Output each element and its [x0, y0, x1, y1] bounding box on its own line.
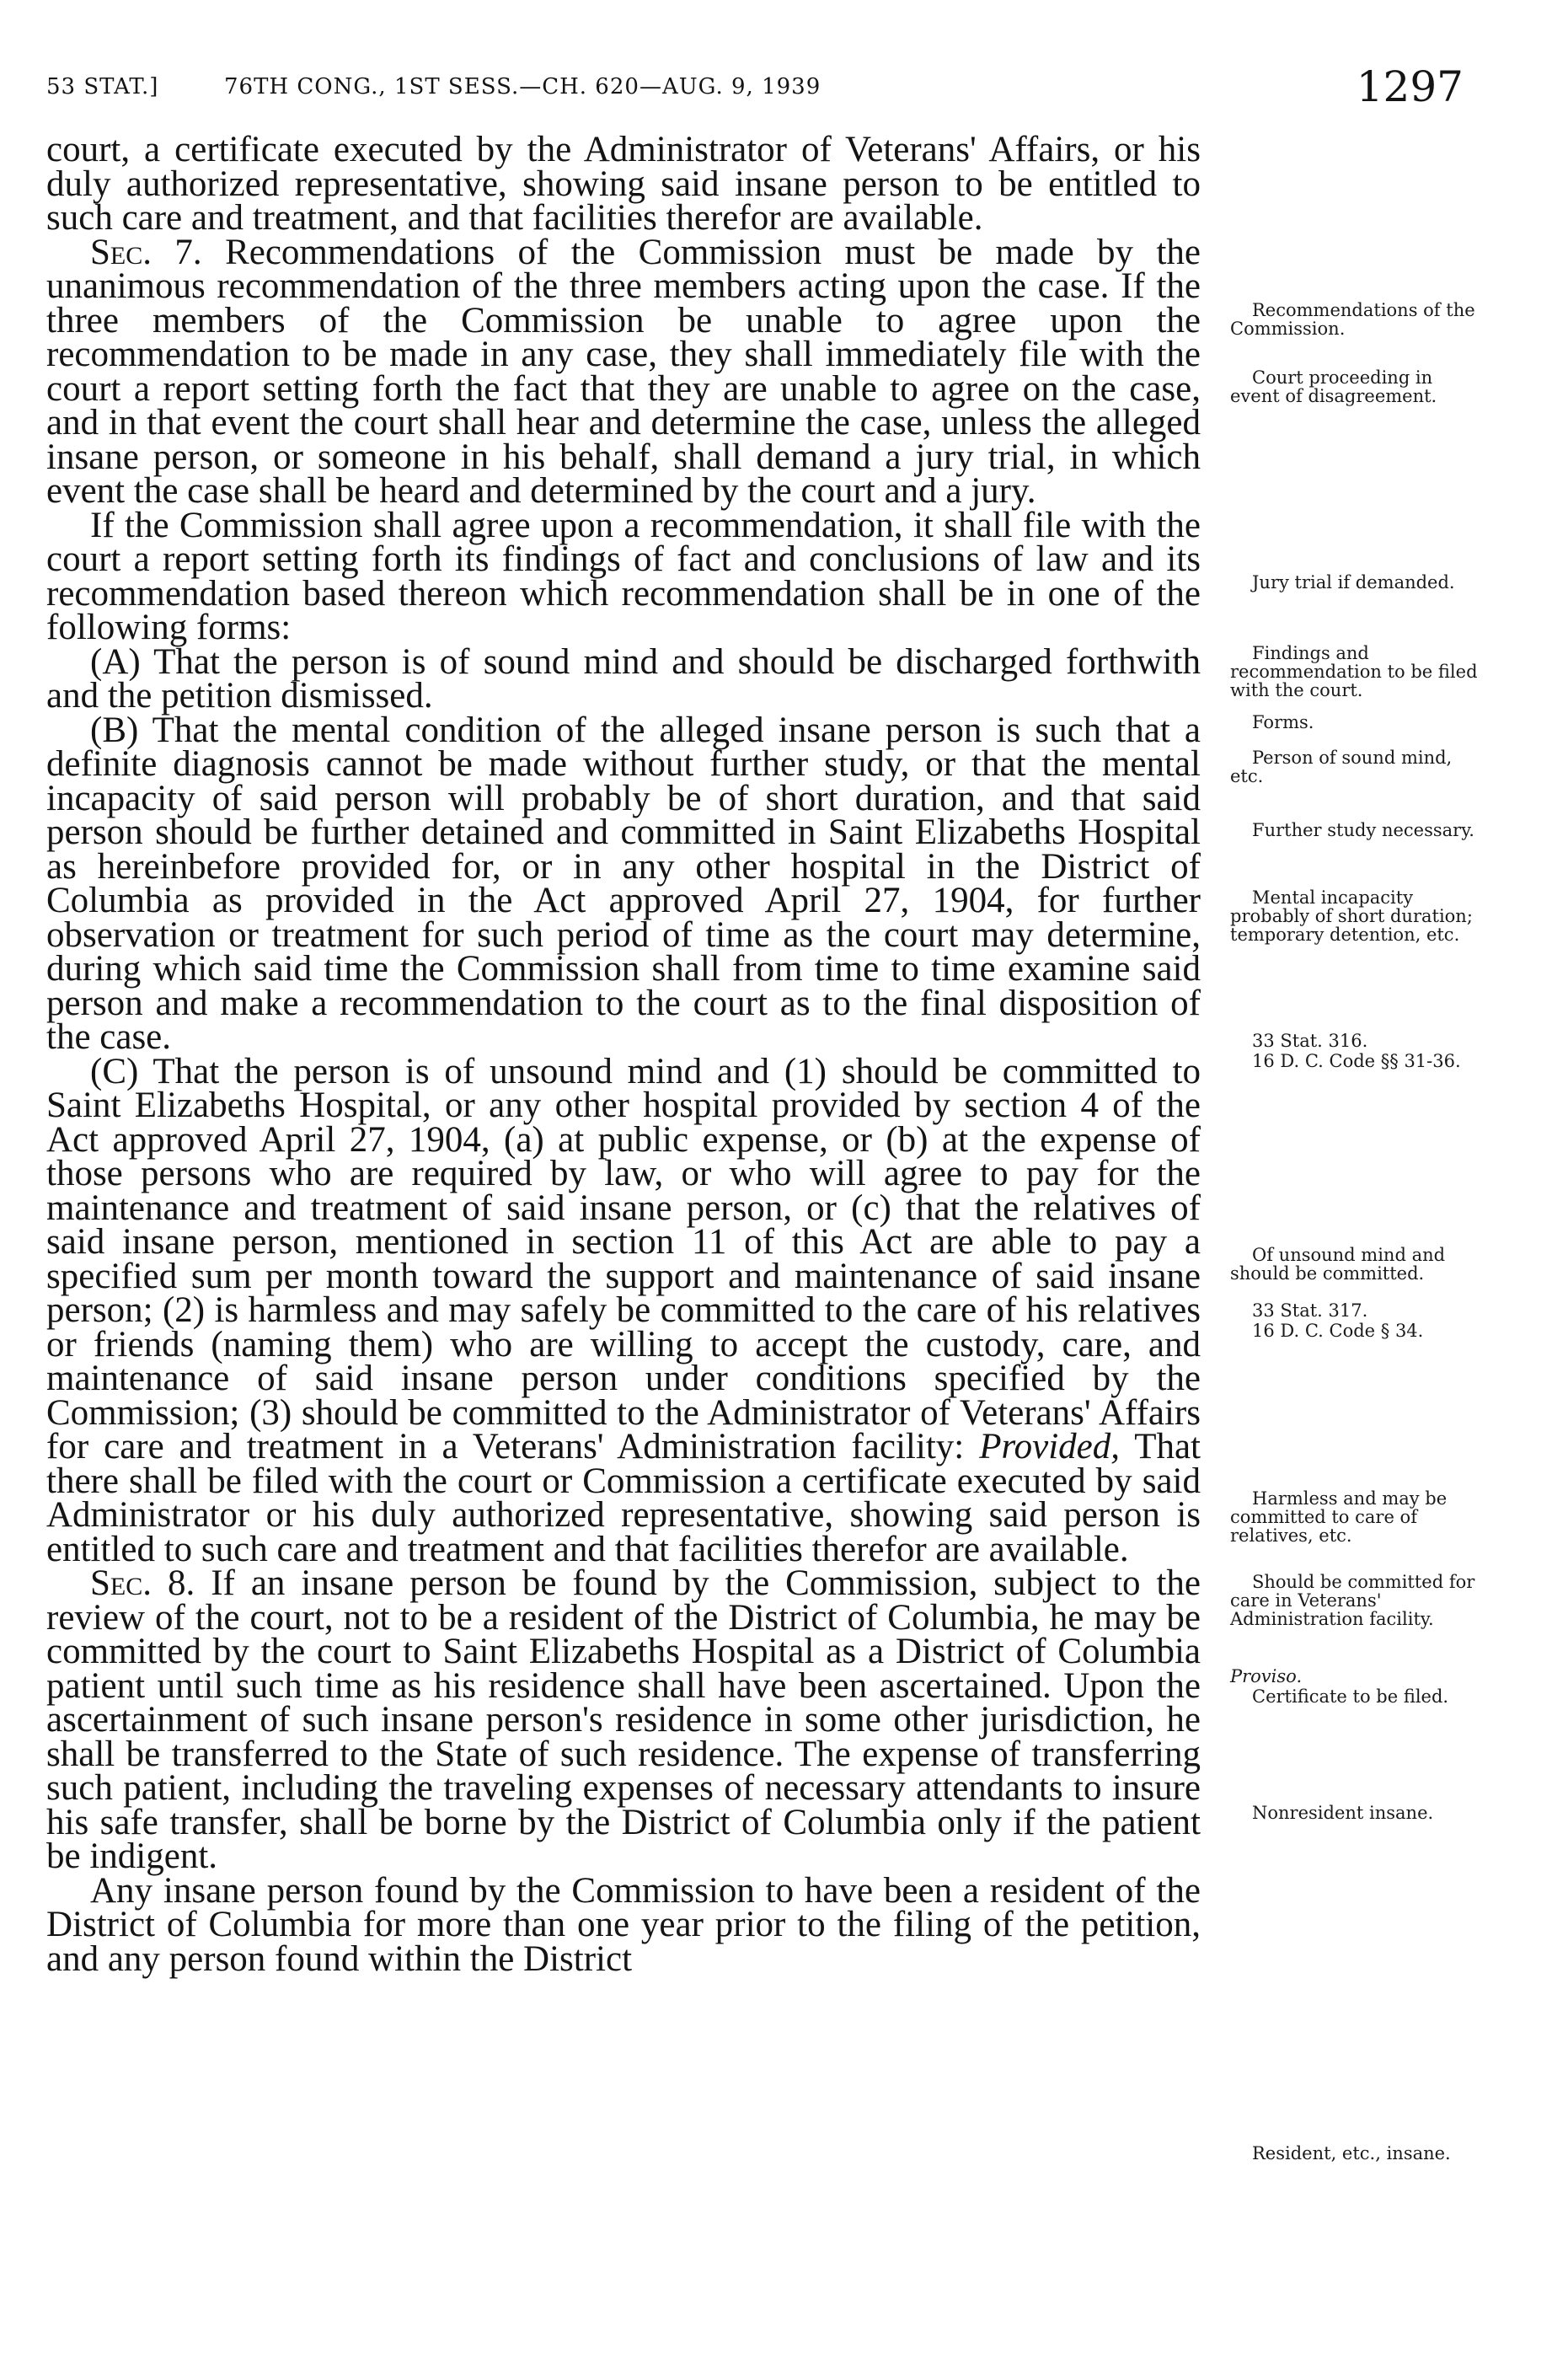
paragraph-resident: Any insane person found by the Commission to have been a resident of the District of Columbia for more than one year prior to the filing of the petition, and any person found within the District [46, 1870, 1201, 1979]
marginal-note: Harmless and may be committed to care of relatives, etc. [1230, 1488, 1448, 1546]
page-number: 1297 [1356, 62, 1464, 111]
marginal-note: Jury trial if demanded. [1252, 572, 1455, 592]
marginal-note: Mental incapacity probably of short duration; temporary detention, etc. [1230, 887, 1473, 945]
marginal-note: Findings and recommendation to be filed with the court. [1230, 643, 1478, 700]
form-c-paragraph [46, 1051, 1201, 1569]
form-b-paragraph: (B) That the mental condition of the alleged insane person is such that a definite diagnosis cannot be made without further study, or that the mental incapacity of said person will probably be of short duration, and that said person should be further detained and committed in Saint Elizabeths Hospital as hereinbefore provided for, or in any other hospital in the District of Columbia as provided in the Act approved April 27, 1904, for further observation or treatment for such period of time as the court may determine, during which said time the Commission shall from time to time examine said person and make a recommendation to the court as to the final disposition of the case. [46, 710, 1201, 1057]
marginal-note: Of unsound mind and should be committed. [1230, 1245, 1446, 1284]
paragraph-findings: If the Commission shall agree upon a recommendation, it shall file with the court a report setting forth its findings of fact and conclusions of law and its recommendation based thereon which recommendation shall be in one of the following forms: [46, 505, 1201, 647]
section-7-paragraph [46, 232, 1201, 511]
section-8-paragraph [46, 1563, 1201, 1876]
section-text: Recommendations of the Commission must be made by the unanimous recommendation of the three members acting upon the case. If the three members of the Commission be unable to agree upon the recommendation to be made in any case, they shall immediately file with the court a report setting forth the fact that they are unable to agree on the case, and in that event the court shall hear and determine the case, unless the alleged insane person, or someone in his behalf, shall demand a jury trial, in which event the case shall be heard and determined by the court and a jury. [46, 232, 1201, 511]
marginal-note: Person of sound mind, etc. [1230, 748, 1453, 786]
marginal-note: Court proceeding in event of disagreement. [1230, 367, 1437, 406]
section-text: If an insane person be found by the Commission, subject to the review of the court, not to be a resident of the District of Columbia, he may be committed by the court to Saint Elizabeths Hospital as a District of Columbia patient until such time as his residence shall have been ascertained. Upon the ascertainment of such insane person's residence in some other jurisdiction, he shall be transferred to the State of such residence. The expense of transferring such patient, including the traveling expenses of necessary attendants to insure his safe transfer, shall be borne by the District of Columbia only if the patient be indigent. [46, 1563, 1201, 1876]
form-c-text: (C) That the person is of unsound mind and (1) should be committed to Saint Elizabeths Hospital, or any other hospital provided by section 4 of the Act approved April 27, 1904, (a) at public expense, or (b) at the expense of those persons who are required by law, or who will agree to pay for the maintenance and treatment of said insane person, or (c) that the relatives of said insane person, mentioned in section 11 of this Act are able to pay a specified sum per month toward the support and maintenance of said insane person; (2) is harmless and may safely be committed to the care of his relatives or friends (naming them) who are willing to accept the custody, care, and maintenance of said insane person under conditions specified by the Commission; (3) should be committed to the Administrator of Veterans' Affairs for care and treatment in a Veterans' Administration facility: [46, 1051, 1201, 1466]
marginal-note: Forms. [1252, 712, 1314, 732]
marginal-note: 16 D. C. Code §§ 31-36. [1252, 1051, 1461, 1071]
section-label: Sec. 8. [90, 1563, 195, 1603]
form-a-paragraph: (A) That the person is of sound mind and should be discharged forthwith and the petition dismissed. [46, 641, 1201, 716]
running-head: 76TH CONG., 1ST SESS.—CH. 620—AUG. 9, 1939 [224, 74, 821, 99]
marginal-note: 16 D. C. Code § 34. [1252, 1321, 1424, 1341]
proviso-word: Provided, [979, 1427, 1120, 1466]
marginal-note: Resident, etc., insane. [1252, 2143, 1451, 2163]
marginal-note: Recommendations of the Commission. [1230, 300, 1475, 339]
marginal-note: 33 Stat. 316. [1252, 1031, 1368, 1051]
statute-text [46, 130, 1201, 1979]
marginal-note: Nonresident insane. [1252, 1803, 1434, 1823]
marginal-note: Further study necessary. [1252, 820, 1474, 840]
marginal-note: Proviso. [1230, 1666, 1303, 1686]
proviso-text: That there shall be filed with the court or Commission a certificate executed by said Administrator or his duly authorized representative, showing said person is entitled to such care and treatment and that facilities therefor are available. [46, 1427, 1201, 1569]
marginal-note: Certificate to be filed. [1252, 1686, 1449, 1707]
marginal-note: Should be committed for care in Veterans' Administration facility. [1230, 1572, 1475, 1629]
section-label: Sec. 7. [90, 232, 202, 272]
volume-citation: 53 STAT.] [46, 74, 159, 99]
marginal-note: 33 Stat. 317. [1252, 1300, 1368, 1321]
paragraph-continuation: court, a certificate executed by the Administrator of Veterans' Affairs, or his duly authorized representative, showing said insane person to be entitled to such care and treatment, and that facilities therefor are available. [46, 130, 1201, 238]
